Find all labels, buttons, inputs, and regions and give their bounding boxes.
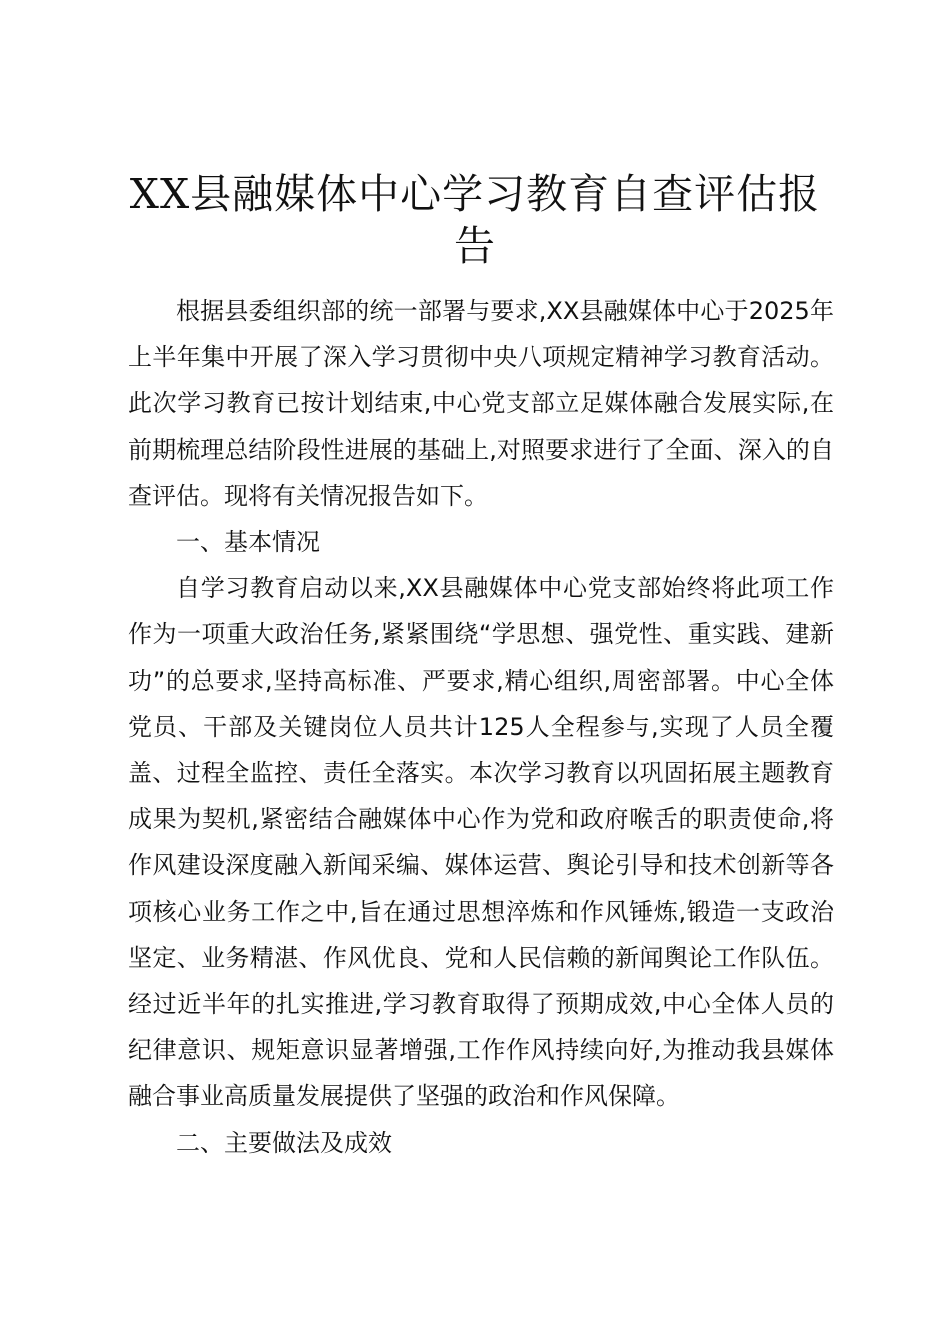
document-title: XX县融媒体中心学习教育自查评估报告 <box>129 170 821 270</box>
section-heading-practices: 二、主要做法及成效 <box>176 1128 392 1157</box>
intro-paragraph: 根据县委组织部的统一部署与要求,XX县融媒体中心于2025年上半年集中开展了深入学习贯彻中央八项规定精神学习教育活动。此次学习教育已按计划结束,中心党支部立足媒体融合发展实际,在前期梳理总结阶段性进展的基础上,对照要求进行了全面、深入的自查评估。现将有关情况报告如下。 <box>128 297 834 510</box>
document-body <box>128 288 834 1166</box>
basic-situation-paragraph: 自学习教育启动以来,XX县融媒体中心党支部始终将此项工作作为一项重大政治任务,紧紧围绕“学思想、强党性、重实践、建新功”的总要求,坚持高标准、严要求,精心组织,周密部署。中心全体党员、干部及关键岗位人员共计125人全程参与,实现了人员全覆盖、过程全监控、责任全落实。本次学习教育以巩固拓展主题教育成果为契机,紧密结合融媒体中心作为党和政府喉舌的职责使命,将作风建设深度融入新闻采编、媒体运营、舆论引导和技术创新等各项核心业务工作之中,旨在通过思想淬炼和作风锤炼,锻造一支政治坚定、业务精湛、作风优良、党和人民信赖的新闻舆论工作队伍。经过近半年的扎实推进,学习教育取得了预期成效,中心全体人员的纪律意识、规矩意识显著增强,工作作风持续向好,为推动我县媒体融合事业高质量发展提供了坚强的政治和作风保障。 <box>128 574 834 1111</box>
section-heading-basic: 一、基本情况 <box>176 528 320 557</box>
